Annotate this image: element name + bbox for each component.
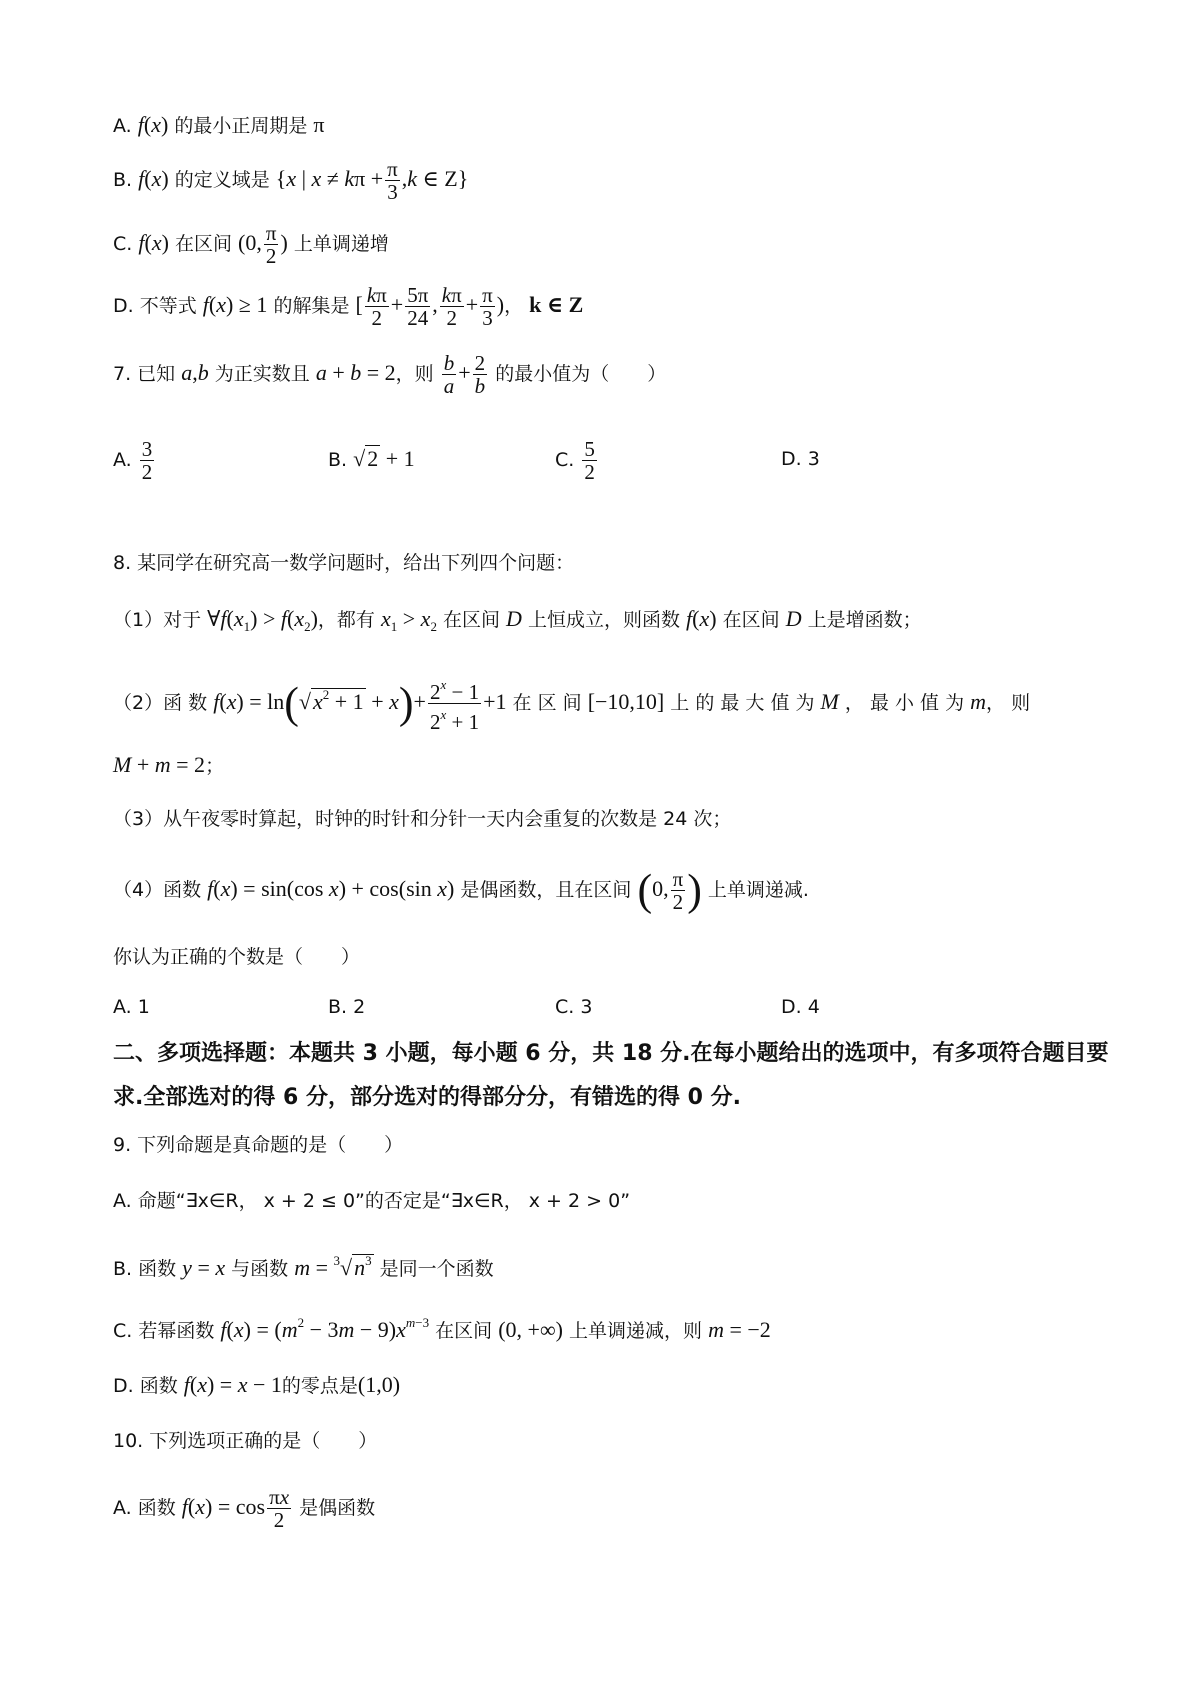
q8-item-4: （4）函数 f(x) = sin(cos x) + cos(sin x) 是偶函数，且在区间 (0, $\frac{\pi}{2}$ ) 上单调递减. xyxy=(113,865,809,915)
q8-options xyxy=(113,992,1110,1022)
q6-option-a: A. f(x) 的最小正周期是 π xyxy=(113,112,325,137)
q8-option-b: B. 2 xyxy=(328,996,366,1018)
q8-option-a: A. 1 xyxy=(113,996,150,1018)
q9-option-c: C. 若幂函数 $f(x) = (m^2 - 3m - 9)x^{m-3}$ 在区间 (0, +∞) 上单调递减，则 m = −2 xyxy=(113,1315,771,1342)
q7-stem: 7. 已知 a,b 为正实数且 a + b = 2，则 $\frac{b}{a}$ + $\frac{2}{b}$ 的最小值为（ ） xyxy=(113,351,667,398)
q8-item-2-cont: M + m = 2； xyxy=(113,752,225,777)
q9-option-a: A. 命题“∃x∈R， x + 2 ≤ 0”的否定是“∃x∈R， x + 2 > 0” xyxy=(113,1190,631,1212)
q9-stem: 9. 下列命题是真命题的是（ ） xyxy=(113,1134,404,1156)
q9-option-b: B. 函数 y = x 与函数 $m = ^3√n^3$ 是同一个函数 xyxy=(113,1253,494,1280)
section-2-heading: 二、多项选择题：本题共 3 小题，每小题 6 分，共 18 分.在每小题给出的选项中，有多项符合题目要求.全部选对的得 6 分，部分选对的得部分分，有错选的得 0 分. xyxy=(113,1041,1109,1110)
q8-option-d: D. 4 xyxy=(781,996,820,1018)
q8-stem: 8. 某同学在研究高一数学问题时，给出下列四个问题： xyxy=(113,552,575,574)
q9-option-d: D. 函数 f(x) = x − 1的零点是(1,0) xyxy=(113,1372,401,1397)
q7-option-c: C. $\frac{5}{2}$ xyxy=(555,437,595,484)
q8-item-3: （3）从午夜零时算起，时钟的时针和分针一天内会重复的次数是 24 次； xyxy=(113,808,732,830)
q7-option-a: A. $\frac{3}{2}$ xyxy=(113,437,153,484)
q8-item-1: （1）对于 $\forall f(x_1) > f(x_2)$，都有 $x_1 > x_2$ 在区间 D 上恒成立，则函数 f(x) 在区间 D 上是增函数； xyxy=(113,606,922,634)
q6-option-d: D. 不等式 f(x) ≥ 1 的解集是 [ $\frac{k\pi}{2}$ + $\frac{5\pi}{24}$ , $\frac{k\pi}{2}$ + $\frac{\pi}{3}$ )， k ∈ Z xyxy=(113,283,584,330)
q10-stem: 10. 下列选项正确的是（ ） xyxy=(113,1430,378,1452)
q8-ask: 你认为正确的个数是（ ） xyxy=(113,946,361,968)
q10-option-a: A. 函数 f(x) = cos $\frac{\pi x}{2}$ 是偶函数 xyxy=(113,1485,376,1532)
q7-option-b: B. √2 + 1 xyxy=(328,446,415,471)
q7-options xyxy=(113,438,1110,482)
q8-option-c: C. 3 xyxy=(555,996,593,1018)
q7-option-d: D. 3 xyxy=(781,448,820,470)
q6-option-b: B. f(x) 的定义域是 {x | x ≠ kπ + $\frac{\pi}{3}$ ,k ∈ Z} xyxy=(113,157,469,204)
q6-option-c: C. f(x) 在区间 (0, $\frac{\pi}{2}$ ) 上单调递增 xyxy=(113,221,389,268)
q8-item-2: （2）函 数 $f(x) = \ln(√x^2 + 1 + x)+$ $\frac{2^x - 1}{2^x + 1}$ +1 在 区 间 [−10,10] 上 的 最 大 值 为 M ， 最 小 值 为 m， 则 xyxy=(113,674,1110,733)
